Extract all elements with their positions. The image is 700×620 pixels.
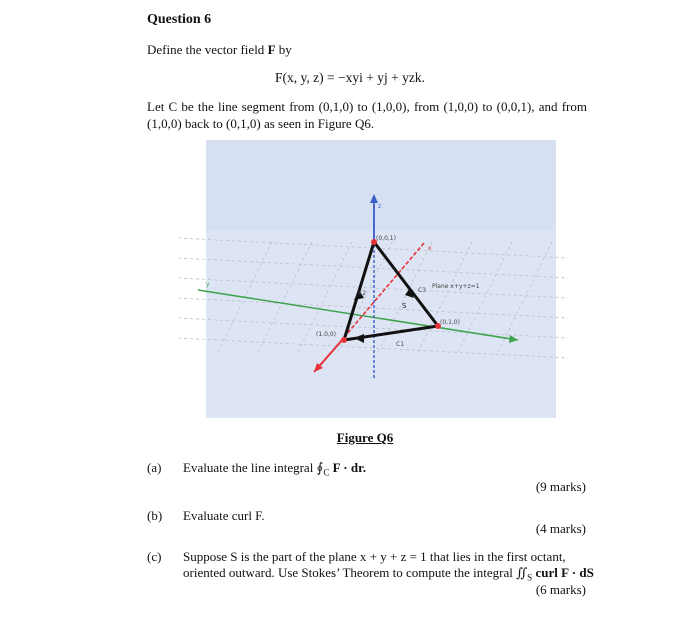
part-b-marks: (4 marks) [535,521,586,536]
z-axis-label: z [378,203,382,210]
part-a-marks: (9 marks) [535,479,586,494]
part-a-text [183,460,366,478]
part-c-sub: S [527,572,533,583]
y-axis-label: y [206,281,210,288]
figure-q6 [178,140,583,418]
figure-q6-graphic [178,140,583,418]
part-c-line2 [183,565,594,583]
part-a-label: (a) [147,460,162,475]
label-point-010: (0,1,0) [440,319,460,326]
part-b-label: (b) [147,508,163,523]
figure-caption: Figure Q6 [336,430,394,445]
part-c-line2-a: oriented outward. Use Stokes’ Theorem to compute the integral ∬ [183,565,528,580]
label-surface-s: S [402,302,407,310]
label-point-001: (0,0,1) [376,235,396,242]
question-title: Question 6 [147,12,212,27]
intro-text: Define the vector field [147,42,265,57]
label-point-100: (1,0,0) [316,331,336,338]
part-a-tail: F · dr. [332,460,366,475]
intro-line [147,41,292,58]
part-a-sub: C [323,467,330,478]
part-c-label: (c) [147,549,162,564]
label-c2: C2 [358,290,367,297]
vertex-100 [341,337,347,343]
part-a-main: Evaluate the line integral ∮ [183,460,324,475]
part-c-marks: (6 marks) [535,582,586,597]
vector-field-formula: F(x, y, z) = −xyi + yj + yzk. [275,70,425,85]
part-b-text: Evaluate curl F. [183,508,265,523]
curve-description: Let C be the line segment from (0,1,0) to (1,0,0), from (1,0,0) to (0,0,1), and from (1,0,0) back to (0,1,0) as seen in Figure Q6. [147,99,587,131]
label-c1: C1 [396,341,405,348]
part-c-line1: Suppose S is the part of the plane x + y + z = 1 that lies in the first octant, [183,549,566,564]
label-plane: Plane x+y+z=1 [432,283,480,290]
part-c-line2-b: curl F · dS [532,565,594,580]
x-axis-label: x [428,245,432,252]
label-c3: C3 [418,287,427,294]
intro-field-symbol: F [267,42,276,57]
intro-by: by [278,42,292,57]
